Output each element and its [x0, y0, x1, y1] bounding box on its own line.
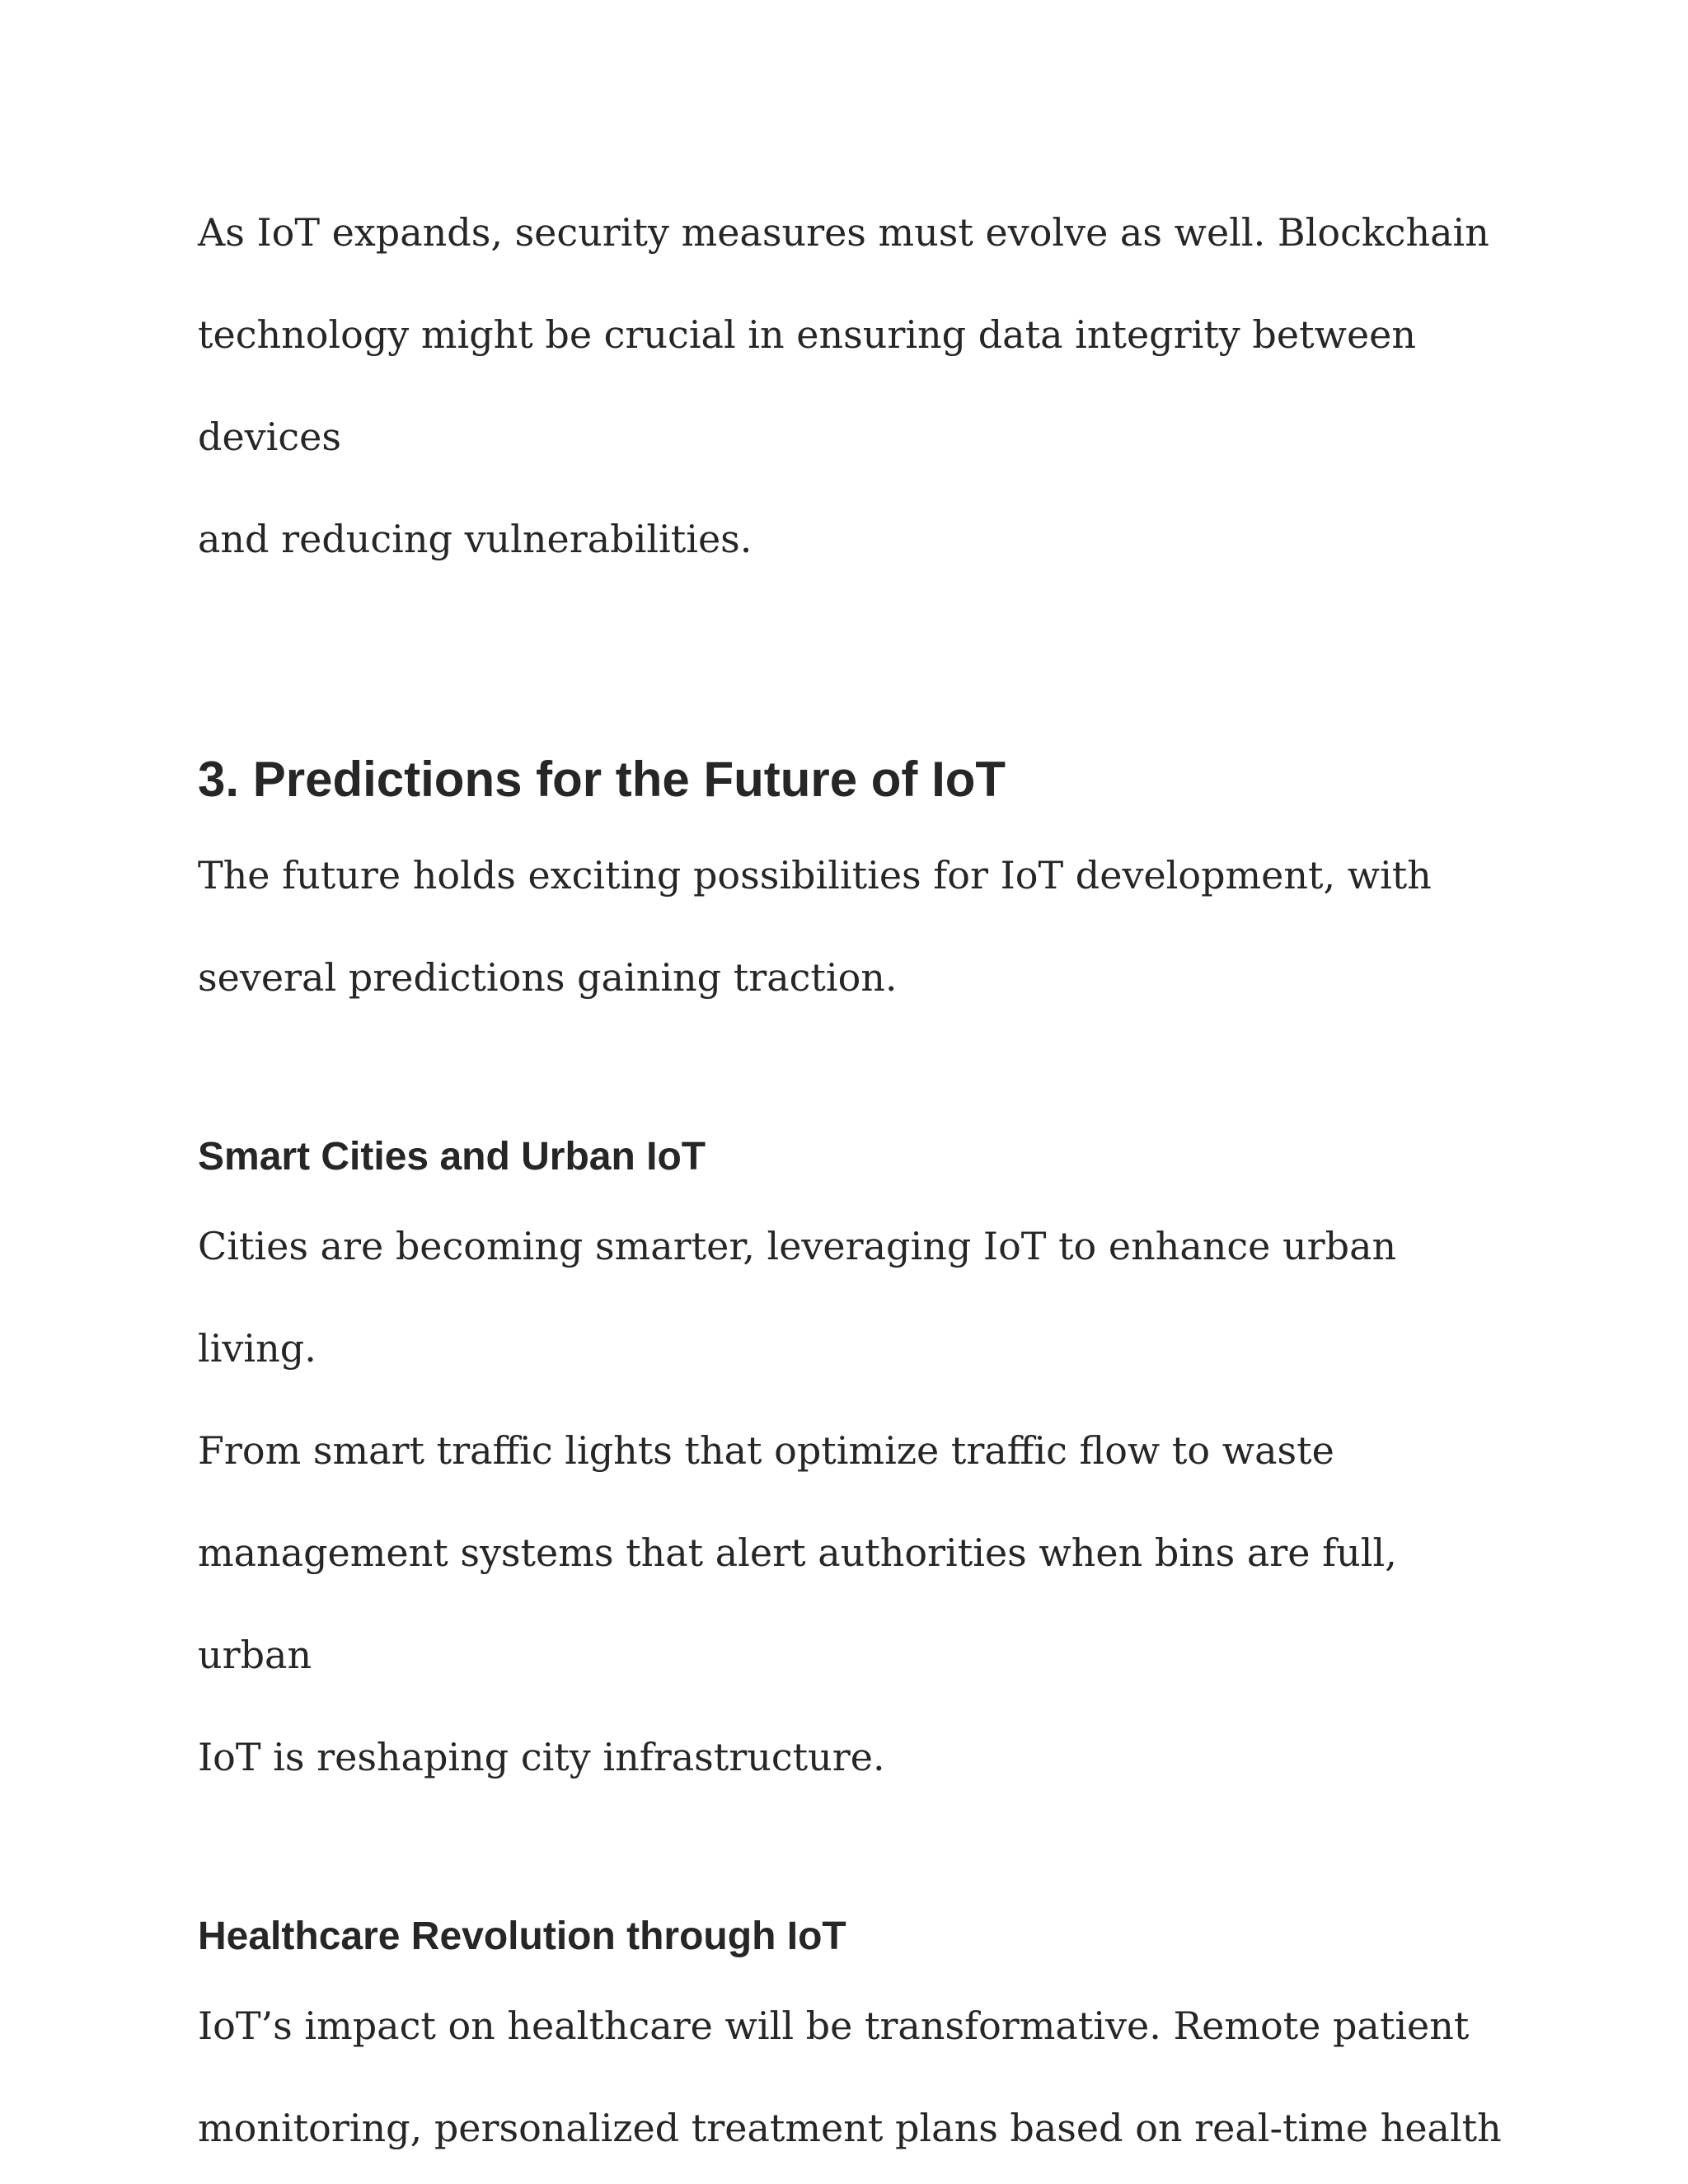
subheading-smart-cities: Smart Cities and Urban IoT [198, 1135, 706, 1179]
text-line: monitoring, personalized treatment plans based on real-time health [198, 2106, 1502, 2150]
text-line: several predictions gaining traction. [198, 955, 898, 1000]
text-line: As IoT expands, security measures must evolve as well. Blockchain [198, 210, 1489, 255]
text-line: technology might be crucial in ensuring data integrity between devices [198, 312, 1417, 459]
text-line: From smart traffic lights that optimize traffic flow to waste [198, 1428, 1334, 1473]
paragraph-iot-security [198, 181, 1517, 590]
text-line: and reducing vulnerabilities. [198, 517, 753, 561]
text-line: IoT’s impact on healthcare will be transformative. Remote patient [198, 2004, 1470, 2048]
paragraph-predictions-intro [198, 824, 1517, 1029]
text-line: The future holds exciting possibilities for IoT development, with [198, 853, 1432, 898]
text-line: IoT is reshaping city infrastructure. [198, 1735, 885, 1779]
text-line: Cities are becoming smarter, leveraging IoT to enhance urban living. [198, 1224, 1397, 1371]
section-heading-predictions: 3. Predictions for the Future of IoT [198, 752, 1006, 807]
document-content [198, 181, 1517, 2179]
text-line: management systems that alert authorities when bins are full, urban [198, 1530, 1397, 1677]
paragraph-smart-cities [198, 1195, 1517, 1808]
paragraph-healthcare [198, 1975, 1517, 2179]
subheading-healthcare: Healthcare Revolution through IoT [198, 1915, 846, 1958]
